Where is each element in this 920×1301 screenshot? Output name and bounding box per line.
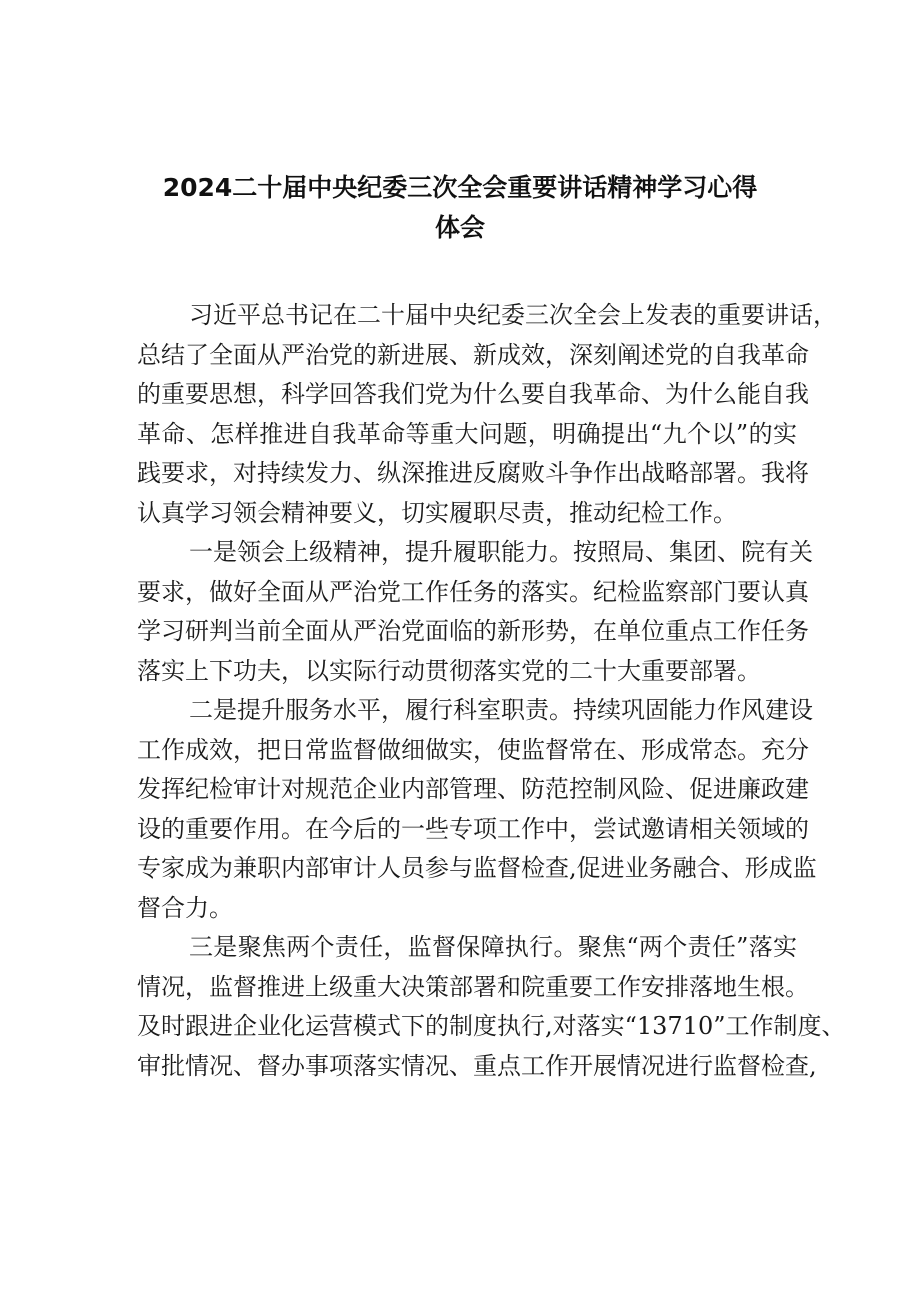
text-line: 的重要思想，科学回答我们党为什么要自我革命、为什么能自我 bbox=[137, 380, 809, 408]
text-line: 总结了全面从严治党的新进展、新成效，深刻阐述党的自我革命 bbox=[137, 340, 809, 369]
text-line: 学习研判当前全面从严治党面临的新形势，在单位重点工作任务 bbox=[137, 617, 809, 645]
text-line: 一是领会上级精神，提升履职能力。按照局、集团、院有关 bbox=[189, 538, 813, 566]
text-line: 督合力。 bbox=[137, 893, 233, 922]
text-line: 认真学习领会精神要义，切实履职尽责，推动纪检工作。 bbox=[137, 498, 737, 527]
text-line: 工作成效，把日常监督做细做实，使监督常在、形成常态。充分 bbox=[137, 735, 809, 764]
text-line: 习近平总书记在二十届中央纪委三次全会上发表的重要讲话， bbox=[189, 301, 837, 329]
text-line: 专家成为兼职内部审计人员参与监督检查,促进业务融合、形成监 bbox=[137, 854, 817, 882]
text-line: 落实上下功夫，以实际行动贯彻落实党的二十大重要部署。 bbox=[137, 656, 761, 685]
text-line: 设的重要作用。在今后的一些专项工作中，尝试邀请相关领域的 bbox=[137, 814, 809, 843]
title-line: 体会 bbox=[434, 213, 485, 242]
document-title bbox=[0, 168, 920, 248]
text-line: 二是提升服务水平，履行科室职责。持续巩固能力作风建设 bbox=[189, 696, 813, 724]
text-line: 革命、怎样推进自我革命等重大问题，明确提出“九个以”的实 bbox=[137, 419, 797, 448]
text-line: 发挥纪检审计对规范企业内部管理、防范控制风险、促进廉政建 bbox=[137, 775, 809, 803]
text-line: 及时跟进企业化运营模式下的制度执行,对落实“13710”工作制度、 bbox=[137, 1012, 846, 1040]
text-line: 审批情况、督办事项落实情况、重点工作开展情况进行监督检查, bbox=[137, 1051, 817, 1080]
text-line: 三是聚焦两个责任，监督保障执行。聚焦“两个责任”落实 bbox=[189, 933, 797, 961]
text-line: 情况，监督推进上级重大决策部署和院重要工作安排落地生根。 bbox=[137, 972, 809, 1001]
title-line: 2024二十届中央纪委三次全会重要讲话精神学习心得 bbox=[162, 173, 758, 202]
document-body bbox=[137, 296, 846, 1086]
text-line: 要求，做好全面从严治党工作任务的落实。纪检监察部门要认真 bbox=[137, 577, 809, 606]
text-line: 践要求，对持续发力、纵深推进反腐败斗争作出战略部署。我将 bbox=[137, 459, 809, 487]
